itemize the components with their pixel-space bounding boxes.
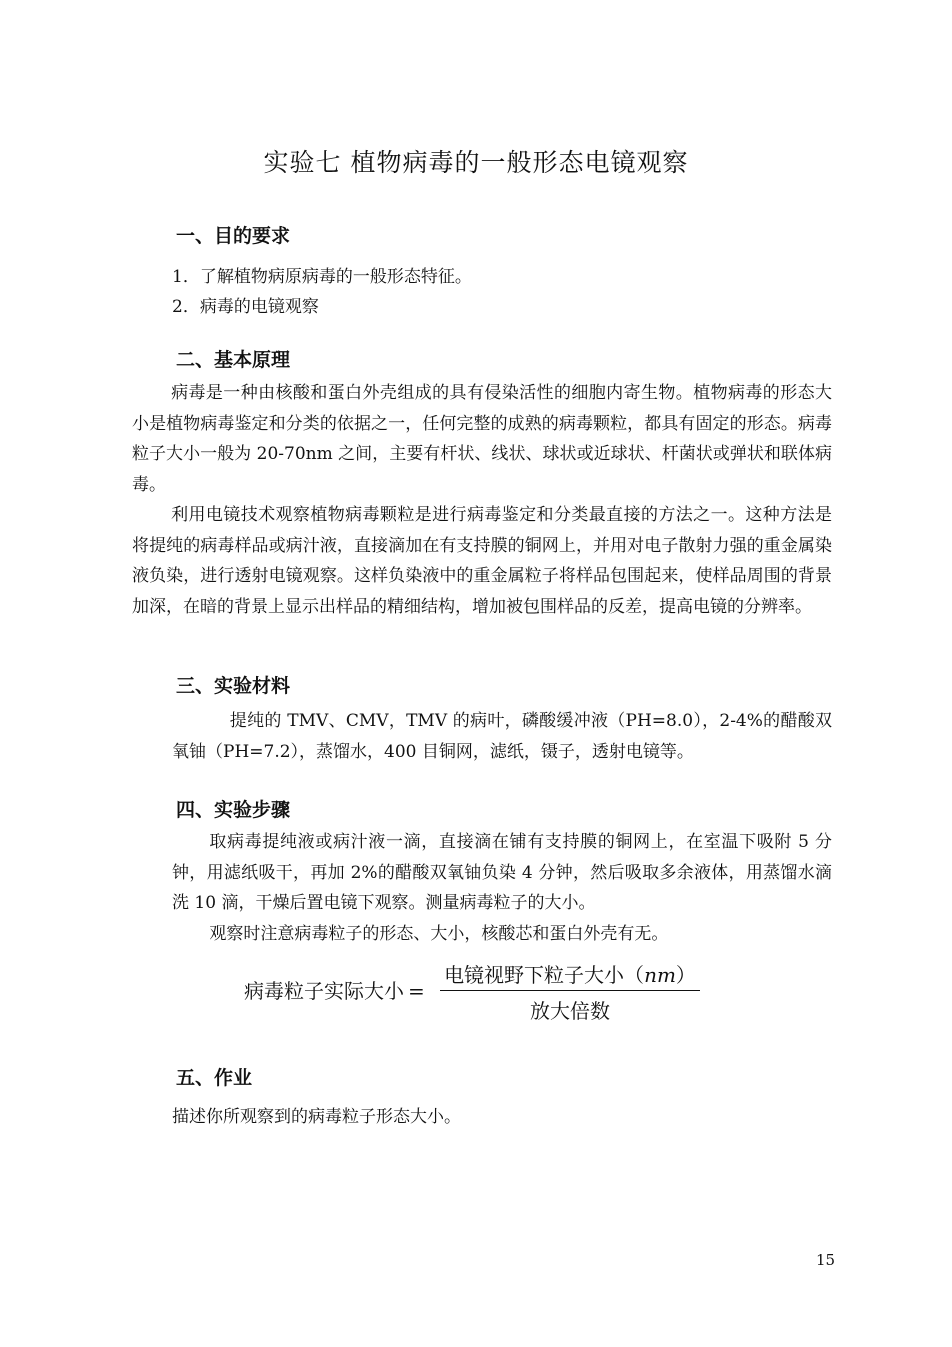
page-title: 实验七 植物病毒的一般形态电镜观察 — [263, 148, 689, 177]
principles-body — [132, 378, 832, 622]
principles-paragraph-1: 病毒是一种由核酸和蛋白外壳组成的具有侵染活性的细胞内寄生物。植物病毒的形态大小是植物病毒鉴定和分类的依据之一，任何完整的成熟的病毒颗粒，都具有固定的形态。病毒粒子大小一般为 20-70nm 之间，主要有杆状、线状、球状或近球状、杆菌状或弹状和联体病毒。 — [132, 383, 832, 495]
formula-denominator: 放大倍数 — [530, 999, 610, 1023]
page-number: 15 — [816, 1251, 836, 1269]
formula-numerator-text: 电镜视野下粒子大小（ — [444, 963, 645, 987]
formula-lhs — [244, 975, 425, 1004]
objective-item-2: 2．病毒的电镜观察 — [172, 297, 319, 317]
materials-paragraph: 提纯的 TMV、CMV，TMV 的病叶，磷酸缓冲液（PH=8.0），2-4%的醋酸双氧铀（PH=7.2），蒸馏水，400 目铜网，滤纸，镊子，透射电镜等。 — [172, 711, 832, 762]
section-heading-materials: 三、实验材料 — [176, 675, 291, 697]
formula-numerator — [440, 959, 700, 988]
principles-paragraph-2: 利用电镜技术观察植物病毒颗粒是进行病毒鉴定和分类最直接的方法之一。这种方法是将提纯的病毒样品或病汁液，直接滴加在有支持膜的铜网上，并用对电子散射力强的重金属染液负染，进行透射电镜观察。这样负染液中的重金属粒子将样品包围起来，使样品周围的背景加深，在暗的背景上显示出样品的精细结构，增加被包围样品的反差，提高电镜的分辨率。 — [132, 505, 832, 617]
procedure-paragraph-2: 观察时注意病毒粒子的形态、大小，核酸芯和蛋白外壳有无。 — [209, 923, 669, 944]
section-heading-objectives: 一、目的要求 — [176, 225, 291, 247]
formula-lhs-text: 病毒粒子实际大小 — [244, 979, 404, 1003]
procedure-paragraph-1: 取病毒提纯液或病汁液一滴，直接滴在铺有支持膜的铜网上，在室温下吸附 5 分钟，用滤纸吸干，再加 2%的醋酸双氧铀负染 4 分钟，然后吸取多余液体，用蒸馏水滴洗 10 滴，干燥后置电镜下观察。测量病毒粒子的大小。 — [172, 832, 832, 913]
assignment-text: 描述你所观察到的病毒粒子形态大小。 — [172, 1107, 461, 1127]
formula-unit: nm — [644, 963, 676, 987]
section-heading-procedure: 四、实验步骤 — [176, 799, 291, 821]
objective-item-1: 1．了解植物病原病毒的一般形态特征。 — [172, 267, 472, 287]
section-heading-assignment: 五、作业 — [176, 1067, 253, 1089]
materials-body — [172, 706, 832, 767]
procedure-body — [172, 827, 832, 949]
section-heading-principles: 二、基本原理 — [176, 349, 291, 371]
formula-numerator-close: ） — [675, 963, 696, 987]
formula-equals: = — [408, 979, 425, 1003]
fraction-bar — [440, 990, 700, 991]
